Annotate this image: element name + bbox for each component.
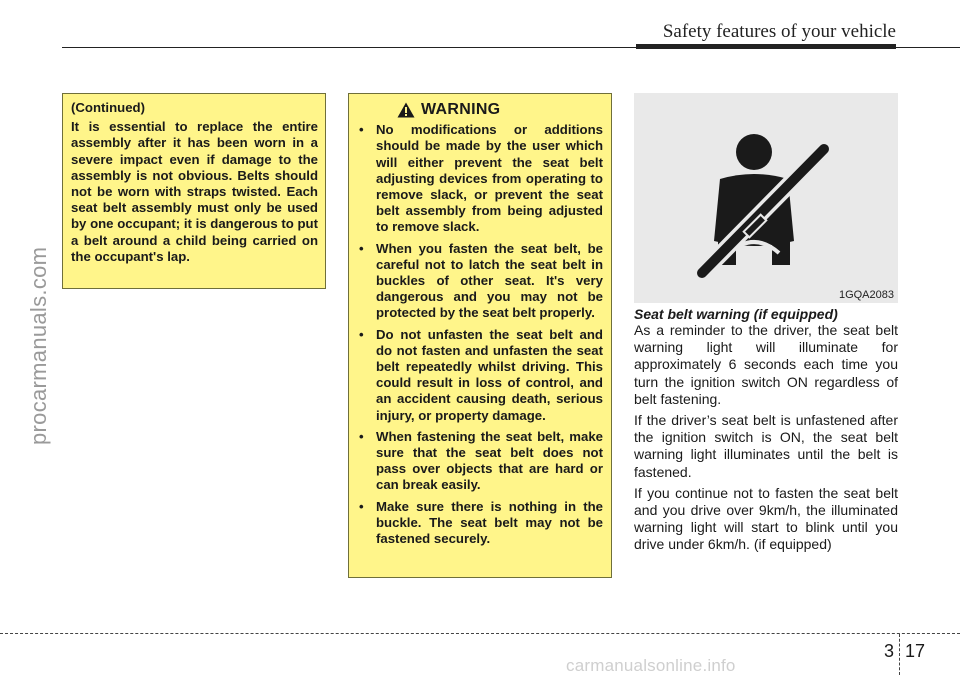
warning-title: WARNING [421,101,501,118]
chapter-number: 3 [884,641,895,661]
continued-caution-box [62,93,326,289]
warning-list [357,122,603,547]
body-paragraph: As a reminder to the driver, the seat belt warning light will illuminate for approximately 6 seconds each time you turn the ignition switch ON regardless of belt fastening. [634,322,898,407]
section-body [634,322,898,558]
header-rule-accent [636,44,896,49]
warning-box [348,93,612,578]
seat-belt-warning-figure [634,93,898,303]
page-header-title: Safety features of your vehicle [662,21,896,42]
footer-rule [0,633,960,634]
continued-text: It is essential to replace the entire assembly after it has been worn in a severe impact even if damage to the assembly is not obvious. Belts should not be worn with straps twisted. Each seat belt assembly must only be used by one occupant; it is dangerous to put a belt around a child being carried on the occupant's lap. [71,119,318,264]
warning-triangle-icon [397,102,415,118]
warning-item: • Do not unfasten the seat belt and do not fasten and unfasten the seat belt repeatedly whilst driving. This could result in loss of control, and an accident causing death, serious injury, or property damage. [359,326,603,423]
figure-code: 1GQA2083 [838,289,894,301]
page-number: 17 [905,641,926,661]
body-paragraph: If the driver’s seat belt is unfastened after the ignition switch is ON, the seat belt warning light illuminates until the belt is fastened. [634,412,898,480]
page-number-separator [899,634,900,675]
seat-belt-warning-icon [696,129,836,279]
side-watermark: procarmanuals.com [26,246,51,445]
warning-item: • No modifications or additions should be made by the user which will either prevent the seat belt adjusting devices from operating to remove slack, or prevent the seat belt assembly from being adjusted to remove slack. [359,122,603,235]
continued-label: (Continued) [71,100,145,115]
warning-item: • Make sure there is nothing in the buckle. The seat belt may not be fastened securely. [359,498,603,547]
bottom-watermark: carmanualsonline.info [566,656,736,675]
section-heading: Seat belt warning (if equipped) [634,306,838,322]
warning-item: • When you fasten the seat belt, be careful not to latch the seat belt in buckles of other seat. It's very dangerous and you may not be protected by the seat belt properly. [359,240,603,321]
body-paragraph: If you continue not to fasten the seat belt and you drive over 9km/h, the illuminated warning light will start to blink until you drive under 6km/h. (if equipped) [634,484,898,553]
warning-item: • When fastening the seat belt, make sure that the seat belt does not pass over objects that are hard or can break easily. [359,428,603,493]
warning-header [357,102,603,118]
